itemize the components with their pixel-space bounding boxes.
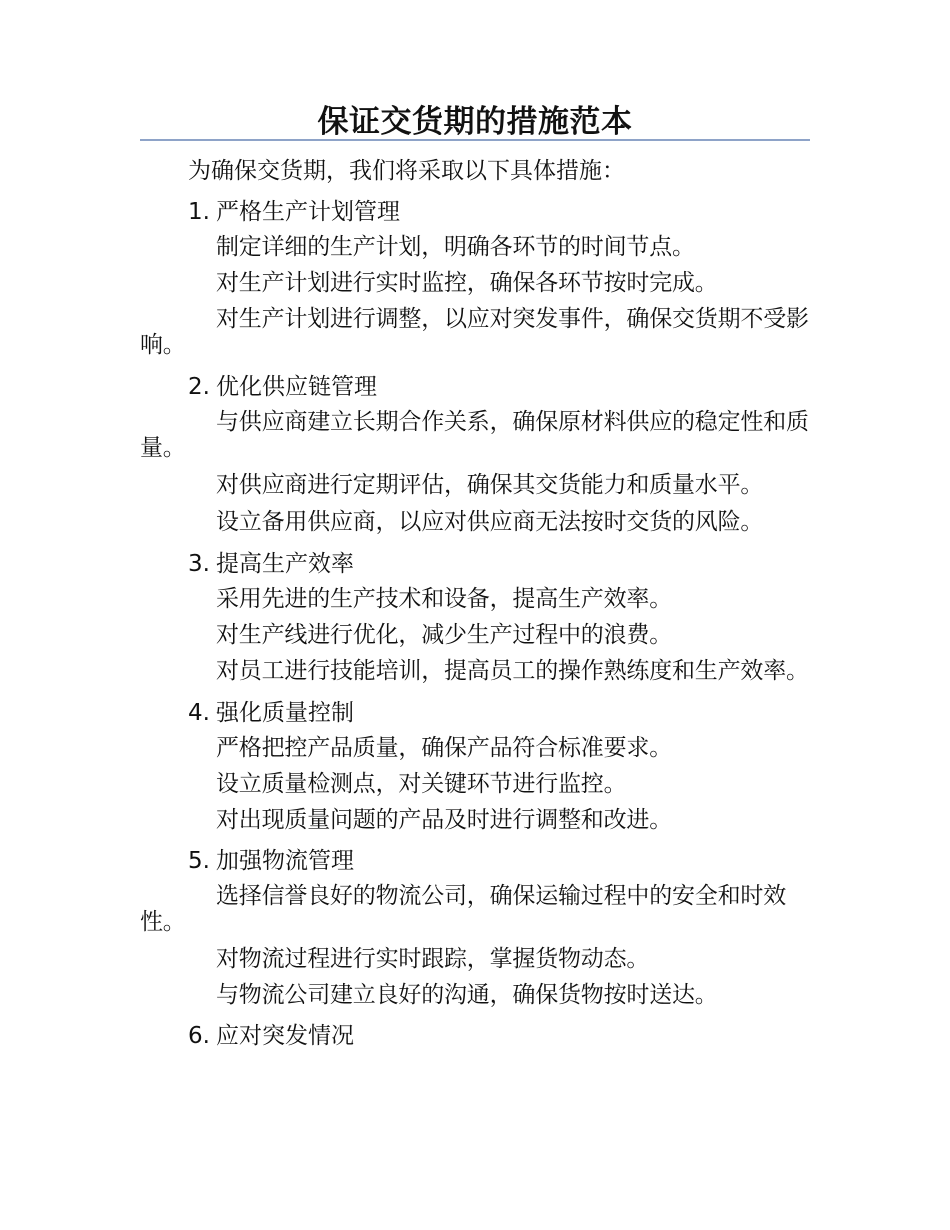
section-heading (140, 546, 810, 582)
list-item: 设立备用供应商，以应对供应商无法按时交货的风险。 (216, 509, 764, 535)
list-item: 选择信誉良好的物流公司，确保运输过程中的安全和时效性。 (140, 883, 787, 935)
section-title: 加强物流管理 (215, 848, 354, 874)
list-item: 设立质量检测点，对关键环节进行监控。 (216, 771, 627, 797)
section-number: 1. (188, 199, 210, 225)
section-heading (140, 194, 810, 230)
list-item: 对物流过程进行实时跟踪，掌握货物动态。 (216, 946, 650, 972)
list-item: 对供应商进行定期评估，确保其交货能力和质量水平。 (216, 472, 764, 498)
section-title: 强化质量控制 (215, 700, 354, 726)
section-title: 应对突发情况 (215, 1023, 354, 1049)
title-underline (140, 139, 810, 141)
list-item: 对出现质量问题的产品及时进行调整和改进。 (216, 807, 673, 833)
document-body (140, 153, 810, 1058)
section-number: 3. (188, 551, 210, 577)
section-6 (140, 1018, 810, 1054)
section-heading (140, 1018, 810, 1054)
section-3 (140, 546, 810, 684)
section-heading (140, 843, 810, 879)
section-4 (140, 695, 810, 833)
list-item: 与物流公司建立良好的沟通，确保货物按时送达。 (216, 982, 718, 1008)
intro-paragraph: 为确保交货期，我们将采取以下具体措施： (188, 158, 625, 184)
section-title: 提高生产效率 (215, 551, 354, 577)
list-item: 严格把控产品质量，确保产品符合标准要求。 (216, 735, 673, 761)
list-item: 采用先进的生产技术和设备，提高生产效率。 (216, 586, 673, 612)
list-item: 制定详细的生产计划，明确各环节的时间节点。 (216, 234, 695, 260)
section-title: 严格生产计划管理 (215, 199, 400, 225)
document-title: 保证交货期的措施范本 (317, 104, 633, 140)
section-1 (140, 194, 810, 358)
section-heading (140, 369, 810, 405)
section-number: 5. (188, 848, 210, 874)
list-item: 对员工进行技能培训，提高员工的操作熟练度和生产效率。 (216, 658, 809, 684)
list-item: 对生产计划进行实时监控，确保各环节按时完成。 (216, 270, 718, 296)
section-5 (140, 843, 810, 1008)
list-item: 对生产线进行优化，减少生产过程中的浪费。 (216, 622, 673, 648)
section-heading (140, 695, 810, 731)
list-item: 与供应商建立长期合作关系，确保原材料供应的稳定性和质量。 (140, 409, 809, 461)
section-number: 6. (188, 1023, 210, 1049)
list-item: 对生产计划进行调整，以应对突发事件，确保交货期不受影响。 (140, 306, 809, 358)
section-2 (140, 369, 810, 535)
section-number: 4. (188, 700, 210, 726)
section-title: 优化供应链管理 (215, 374, 377, 400)
section-number: 2. (188, 374, 210, 400)
